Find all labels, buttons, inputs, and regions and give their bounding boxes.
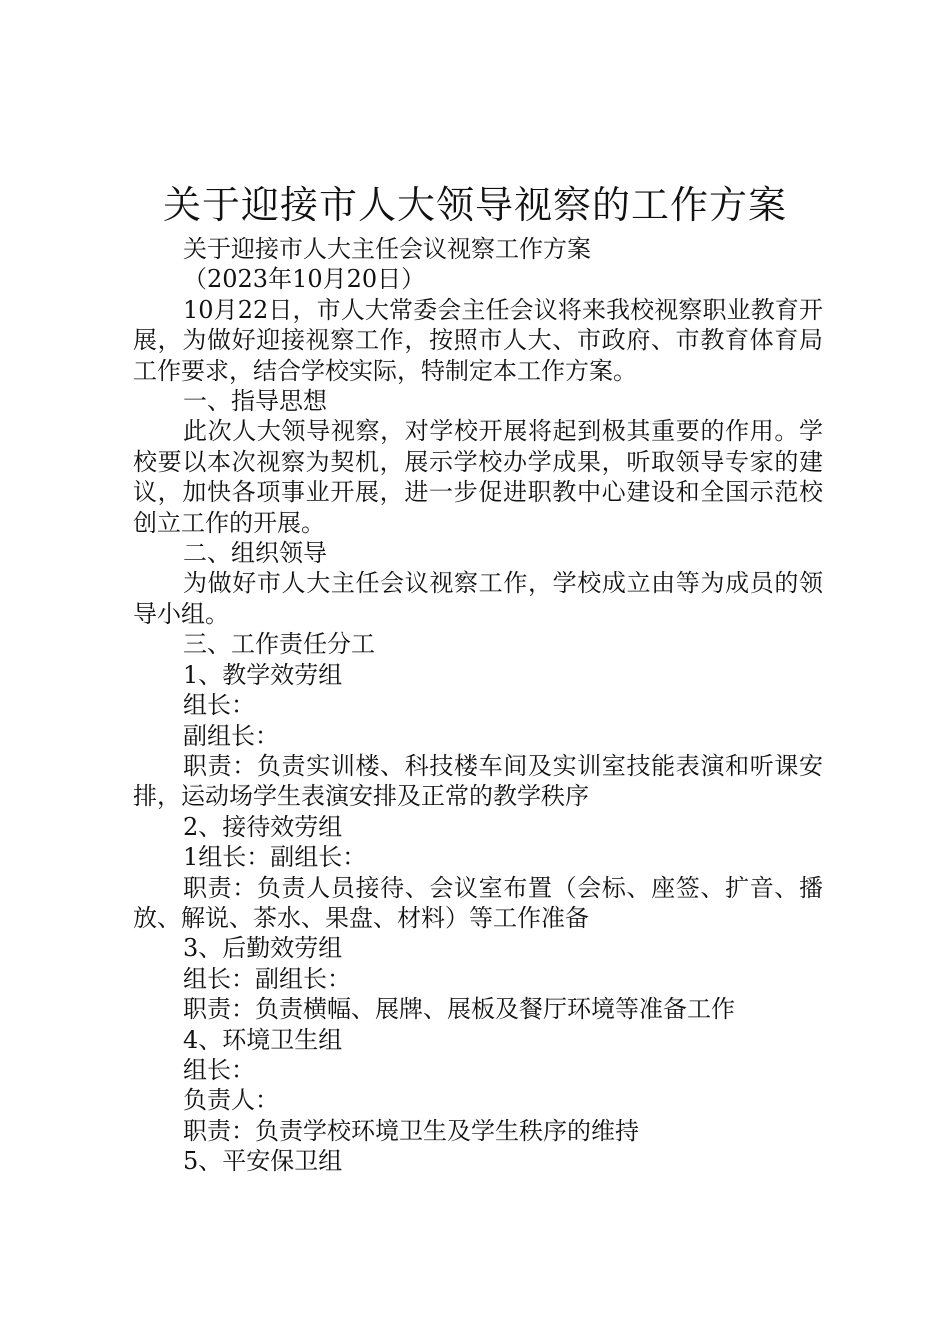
document-title: 关于迎接市人大领导视察的工作方案 (162, 183, 787, 227)
group-heading-teaching: 1、教学效劳组 (183, 660, 343, 689)
group-leader-line: 组长： (183, 691, 255, 720)
group-heading-reception: 2、接待效劳组 (183, 812, 343, 841)
document-body (133, 234, 823, 1177)
group-duty-teaching: 职责：负责实训楼、科技楼车间及实训室技能表演和听课安排，运动场学生表演安排及正常的教学秩序 (133, 751, 823, 811)
subtitle: 关于迎接市人大主任会议视察工作方案 (183, 235, 591, 263)
section-heading-duties: 三、工作责任分工 (183, 630, 375, 659)
group-deputy-line: 副组长： (183, 721, 279, 750)
group-heading-security: 5、平安保卫组 (183, 1147, 343, 1176)
group-leader-line: 组长：副组长： (183, 964, 351, 993)
group-duty-logistics: 职责：负责横幅、展牌、展板及餐厅环境等准备工作 (183, 995, 735, 1024)
group-duty-environment: 职责：负责学校环境卫生及学生秩序的维持 (183, 1116, 639, 1145)
intro-paragraph: 10月22日，市人大常委会主任会议将来我校视察职业教育开展，为做好迎接视察工作，按照市人大、市政府、市教育体育局工作要求，结合学校实际，特制定本工作方案。 (133, 295, 823, 385)
section-heading-organization: 二、组织领导 (183, 539, 327, 568)
guiding-paragraph: 此次人大领导视察，对学校开展将起到极其重要的作用。学校要以本次视察为契机，展示学校办学成果，听取领导专家的建议，加快各项事业开展，进一步促进职教中心建设和全国示范校创立工作的开展。 (133, 417, 823, 537)
group-leader-line: 1组长：副组长： (183, 843, 367, 872)
section-heading-guiding: 一、指导思想 (183, 387, 327, 416)
group-responsible-line: 负责人： (183, 1086, 279, 1115)
group-heading-environment: 4、环境卫生组 (183, 1025, 343, 1054)
date-line: （2023年10月20日） (183, 265, 426, 294)
group-leader-line: 组长： (183, 1055, 255, 1084)
group-duty-reception: 职责：负责人员接待、会议室布置（会标、座签、扩音、播放、解说、茶水、果盘、材料）等工作准备 (133, 873, 823, 932)
organization-paragraph: 为做好市人大主任会议视察工作，学校成立由等为成员的领导小组。 (133, 569, 823, 628)
group-heading-logistics: 3、后勤效劳组 (183, 934, 343, 963)
